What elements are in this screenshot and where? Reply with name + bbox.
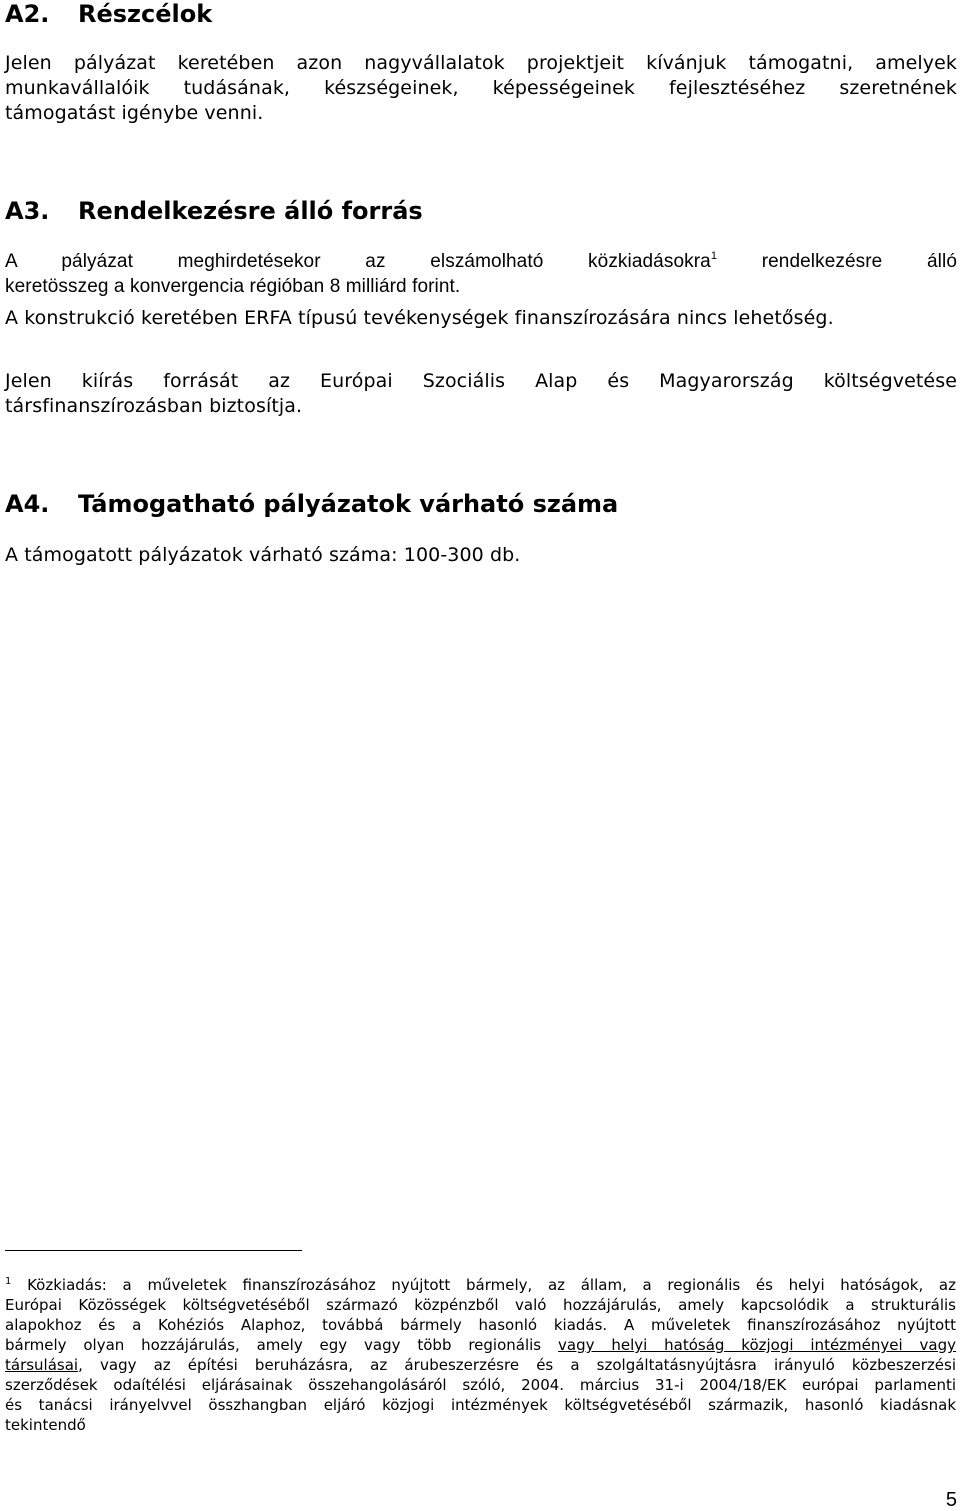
section-a3-paragraph-1	[5, 249, 957, 299]
paragraph-line: munkavállalóik tudásának, készségeinek, képességeinek fejlesztéséhez szeretnének	[5, 77, 957, 99]
footnote-marker: 1	[5, 1276, 12, 1287]
section-a2-paragraph	[5, 51, 957, 126]
paragraph-line: A konstrukció keretében ERFA típusú tevékenységek finanszírozására nincs lehetőség.	[5, 307, 834, 329]
paragraph-line: támogatást igénybe venni.	[5, 102, 264, 124]
paragraph-line: A támogatott pályázatok várható száma: 100-300 db.	[5, 544, 521, 566]
section-a4-paragraph	[5, 543, 957, 568]
paragraph-line: társfinanszírozásban biztosítja.	[5, 395, 303, 417]
footnote-line: szerződések odaítélési eljárásainak összehangolásáról szóló, 2004. március 31-i 2004/18/EK európai parlamenti	[5, 1376, 956, 1394]
footnote-line	[5, 1275, 956, 1295]
section-heading-a4	[5, 490, 618, 518]
paragraph-line	[5, 249, 957, 274]
footnote-underlined-text: vagy helyi hatóság közjogi intézményei vagy	[558, 1336, 957, 1354]
paragraph-text: rendelkezésre álló	[717, 251, 957, 272]
footnote-line: tekintendő	[5, 1416, 86, 1434]
page-number: 5	[945, 1489, 957, 1511]
footnote-line: alapokhoz és a Kohéziós Alaphoz, továbbá bármely hasonló kiadás. A műveletek finanszírozásához nyújtott	[5, 1316, 956, 1334]
section-number: A4.	[5, 490, 50, 518]
section-title: Részcélok	[78, 0, 213, 28]
footnote-line: Európai Közösségek költségvetéséből származó közpénzből való hozzájárulás, amely kapcsolódik a strukturális	[5, 1296, 956, 1314]
footnote-reference[interactable]: 1	[710, 250, 718, 262]
footnote-line	[5, 1355, 956, 1375]
footnote-line: és tanácsi irányelvvel összhangban eljáró közjogi intézmények költségvetéséből származik, hasonló kiadásnak	[5, 1396, 956, 1414]
section-a3-paragraph-2	[5, 306, 957, 331]
footnote-underlined-text: társulásai	[5, 1356, 79, 1374]
section-heading-a2	[5, 0, 212, 28]
footnote-text: Közkiadás: a műveletek finanszírozásához nyújtott bármely, az állam, a regionális és helyi hatóságok, az	[11, 1276, 956, 1294]
footnote-text: , vagy az építési beruházásra, az árubeszerzésre és a szolgáltatásnyújtásra irányuló közbeszerzési	[78, 1356, 956, 1374]
section-title: Rendelkezésre álló forrás	[78, 197, 423, 225]
section-title: Támogatható pályázatok várható száma	[78, 490, 619, 518]
footnote-separator	[5, 1250, 302, 1251]
paragraph-line: Jelen kiírás forrását az Európai Szociális Alap és Magyarország költségvetése	[5, 370, 957, 392]
section-number: A2.	[5, 0, 50, 28]
paragraph-line: Jelen pályázat keretében azon nagyvállalatok projektjeit kívánjuk támogatni, amelyek	[5, 52, 957, 74]
section-heading-a3	[5, 197, 423, 225]
section-number: A3.	[5, 197, 50, 225]
section-a3-paragraph-3	[5, 369, 957, 419]
paragraph-line: keretösszeg a konvergencia régióban 8 milliárd forint.	[5, 276, 461, 297]
paragraph-text: A pályázat meghirdetésekor az elszámolható közkiadásokra	[5, 251, 711, 272]
footnote-line	[5, 1335, 956, 1355]
footnote	[5, 1275, 956, 1435]
footnote-text: bármely olyan hozzájárulás, amely egy vagy több regionális	[5, 1336, 558, 1354]
